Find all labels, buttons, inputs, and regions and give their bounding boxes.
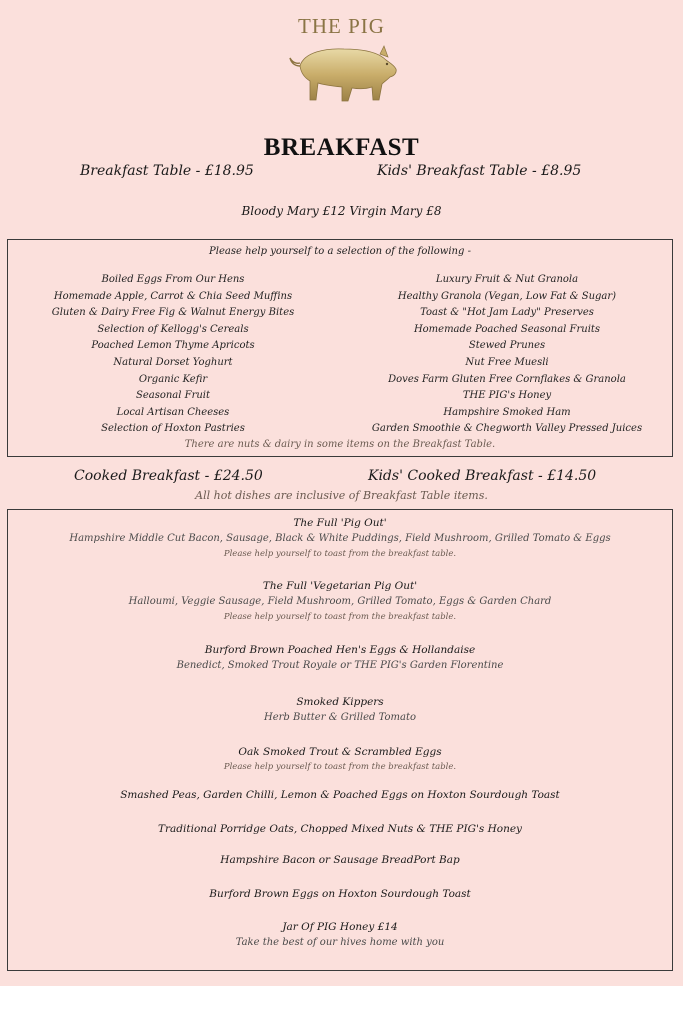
dish-pig-honey-jar	[8, 919, 672, 951]
list-item: Luxury Fruit & Nut Granola	[435, 274, 579, 285]
dish-name: Oak Smoked Trout & Scrambled Eggs	[238, 746, 442, 758]
list-item: Doves Farm Gluten Free Cornflakes & Granola	[388, 373, 626, 385]
dish-tip: Please help yourself to toast from the breakfast table.	[223, 549, 457, 559]
dish-description: Halloumi, Veggie Sausage, Field Mushroom, Grilled Tomato, Eggs & Garden Chard	[128, 596, 552, 607]
dish-name: Smashed Peas, Garden Chilli, Lemon & Poached Eggs on Hoxton Sourdough Toast	[120, 789, 560, 801]
dish-description: Take the best of our hives home with you	[235, 937, 445, 948]
breakfast-table-price: Breakfast Table - £18.95	[80, 163, 254, 179]
dish-name: Smoked Kippers	[296, 696, 384, 708]
list-item: Boiled Eggs From Our Hens	[101, 274, 245, 285]
list-item: Gluten & Dairy Free Fig & Walnut Energy Bites	[51, 307, 295, 319]
breakfast-table-box	[7, 239, 673, 457]
dish-name: Jar Of PIG Honey £14	[282, 921, 398, 933]
allergen-note: There are nuts & dairy in some items on the Breakfast Table.	[184, 439, 496, 450]
kids-breakfast-table-price: Kids' Breakfast Table - £8.95	[377, 163, 582, 179]
list-item: Stewed Prunes	[468, 340, 546, 352]
dish-full-pig-out	[8, 515, 672, 561]
list-item: Garden Smoothie & Chegworth Valley Pressed Juices	[371, 423, 643, 435]
dish-name: The Full 'Vegetarian Pig Out'	[262, 580, 418, 592]
hot-dishes-note: All hot dishes are inclusive of Breakfast Table items.	[195, 489, 488, 502]
cooked-breakfast-price: Cooked Breakfast - £24.50	[74, 468, 263, 484]
dish-vegetarian-pig-out	[8, 578, 672, 624]
list-item: Homemade Poached Seasonal Fruits	[413, 323, 601, 335]
dish-eggs-on-toast	[8, 886, 672, 902]
breakfast-table-intro: Please help yourself to a selection of the following -	[209, 246, 471, 257]
dish-smoked-trout	[8, 744, 672, 774]
dish-name: Burford Brown Poached Hen's Eggs & Hollandaise	[204, 644, 476, 656]
dish-description: Herb Butter & Grilled Tomato	[263, 712, 417, 723]
dish-name: Traditional Porridge Oats, Chopped Mixed Nuts & THE PIG's Honey	[158, 823, 522, 835]
list-item: Selection of Kellogg's Cereals	[97, 323, 249, 335]
dish-poached-eggs-hollandaise	[8, 642, 672, 674]
list-item: Natural Dorset Yoghurt	[113, 356, 233, 368]
dish-name: The Full 'Pig Out'	[293, 517, 387, 529]
brand-name: THE PIG	[298, 14, 385, 38]
dish-porridge	[8, 821, 672, 837]
list-item: Organic Kefir	[138, 373, 208, 385]
dish-name: Hampshire Bacon or Sausage BreadPort Bap	[220, 854, 460, 866]
dish-name: Burford Brown Eggs on Hoxton Sourdough Toast	[209, 888, 471, 900]
list-item: Selection of Hoxton Pastries	[101, 423, 245, 435]
list-item: Toast & "Hot Jam Lady" Preserves	[420, 307, 594, 319]
dish-description: Benedict, Smoked Trout Royale or THE PIG's Garden Florentine	[176, 660, 504, 671]
cooked-dishes-box	[7, 509, 673, 971]
dish-smoked-kippers	[8, 694, 672, 726]
list-item: Healthy Granola (Vegan, Low Fat & Sugar)	[397, 290, 617, 302]
dish-description: Hampshire Middle Cut Bacon, Sausage, Black & White Puddings, Field Mushroom, Grilled Tomato & Eggs	[69, 533, 611, 544]
dish-tip: Please help yourself to toast from the breakfast table.	[223, 762, 457, 772]
pig-logo-icon	[286, 40, 398, 104]
list-item: Seasonal Fruit	[135, 390, 211, 402]
list-item: Nut Free Muesli	[465, 356, 549, 368]
kids-cooked-breakfast-price: Kids' Cooked Breakfast - £14.50	[368, 468, 597, 484]
list-item: Poached Lemon Thyme Apricots	[91, 340, 255, 352]
breakfast-table-left-column	[8, 272, 338, 438]
list-item: Hampshire Smoked Ham	[443, 406, 571, 418]
list-item: Local Artisan Cheeses	[116, 406, 230, 418]
list-item: THE PIG's Honey	[462, 390, 552, 402]
menu-title: BREAKFAST	[263, 134, 420, 161]
dish-bacon-sausage-bap	[8, 852, 672, 868]
list-item: Homemade Apple, Carrot & Chia Seed Muffins	[53, 290, 293, 302]
dish-tip: Please help yourself to toast from the breakfast table.	[223, 612, 457, 622]
breakfast-table-right-column	[342, 272, 672, 438]
dish-smashed-peas	[8, 787, 672, 803]
drinks-prices: Bloody Mary £12 Virgin Mary £8	[241, 204, 442, 218]
